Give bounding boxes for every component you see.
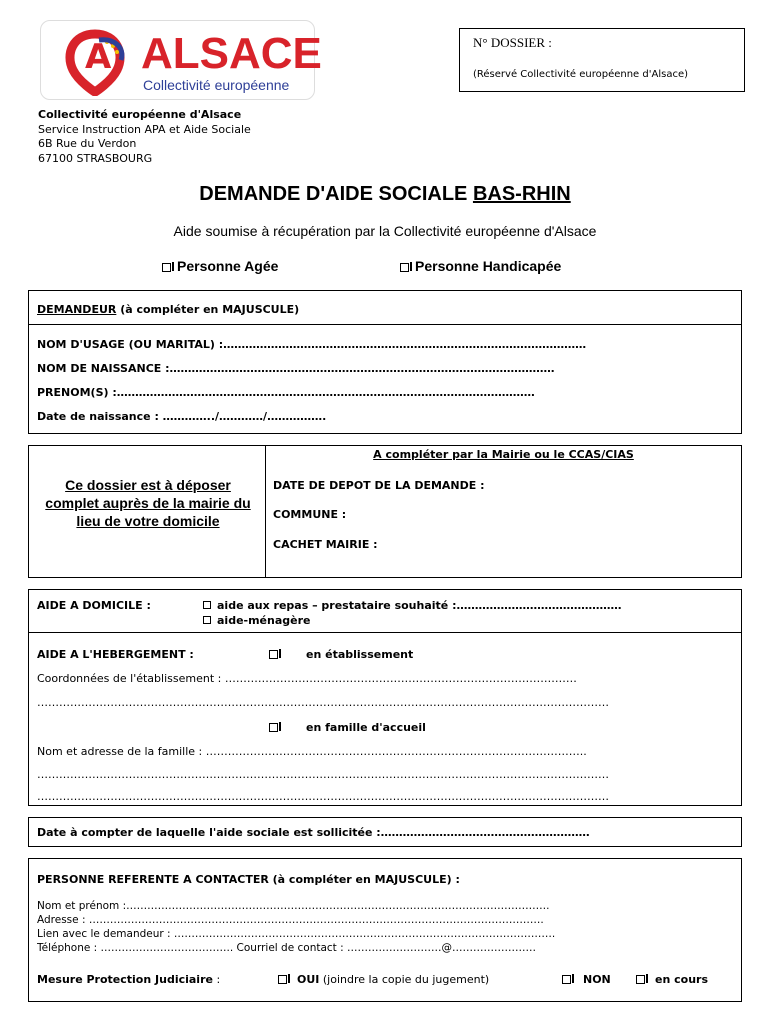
date-aide-field[interactable]: Date à compter de laquelle l'aide sociale est sollicitée :………………………………………………… [37, 826, 590, 839]
address-city: 67100 STRASBOURG [38, 151, 153, 165]
divider [265, 446, 266, 577]
mesure-label: Mesure Protection Judiciaire [37, 973, 213, 986]
address-service: Service Instruction APA et Aide Sociale [38, 122, 251, 136]
logo [40, 20, 322, 100]
dossier-label: N° DOSSIER : [473, 35, 552, 50]
mairie-heading: A compléter par la Mairie ou le CCAS/CIAS [373, 448, 634, 461]
address-street: 6B Rue du Verdon [38, 137, 137, 150]
aide-domicile-label: AIDE A DOMICILE : [37, 599, 151, 612]
commune-field[interactable]: COMMUNE : [273, 508, 347, 521]
address-org: Collectivité européenne d'Alsace [38, 108, 242, 121]
date-aide-section [28, 817, 742, 847]
oui-label: OUI [297, 973, 320, 986]
mesure-colon: : [212, 973, 221, 986]
etablissement-option[interactable] [269, 648, 413, 661]
aide-menagere-label: aide-ménagère [217, 614, 311, 627]
non-label: NON [583, 973, 611, 986]
logo-brand: ALSACE [141, 29, 322, 78]
checkbox-icon[interactable] [269, 723, 278, 732]
aide-section [28, 589, 742, 806]
mesure-non-option[interactable] [562, 973, 611, 986]
logo-letter: A [85, 37, 112, 77]
checkbox-icon[interactable] [203, 616, 211, 624]
category-option2-label: Personne Handicapée [415, 258, 562, 274]
date-depot-field[interactable]: DATE DE DEPOT DE LA DEMANDE : [273, 479, 485, 492]
etablissement-label: en établissement [306, 648, 414, 661]
divider [29, 324, 741, 325]
famille-addr-line3[interactable]: ………………………………………………………………………………………………………………………………………… [37, 790, 609, 803]
demandeur-section [28, 290, 742, 434]
referent-tel-field[interactable]: Téléphone : ……………………………….. Courriel de contact : ………………………@…………………… [37, 942, 537, 954]
en-cours-label: en cours [655, 973, 709, 986]
referent-lien-field[interactable]: Lien avec le demandeur : ………………………………………………………………………………………………. [37, 928, 556, 940]
demandeur-heading-label: DEMANDEUR [37, 303, 117, 316]
checkbox-icon[interactable] [562, 975, 571, 984]
demandeur-heading-note: (à compléter en MAJUSCULE) [116, 303, 300, 316]
usage-name-field[interactable]: NOM D'USAGE (OU MARITAL) :……………………………………………………………………………………… [37, 338, 587, 351]
cachet-field[interactable]: CACHET MAIRIE : [273, 538, 378, 551]
checkbox-icon[interactable] [203, 601, 211, 609]
category-personne-handicapee[interactable] [400, 258, 561, 274]
coord-etab-line2[interactable]: ………………………………………………………………………………………………………………………………………… [37, 696, 609, 709]
birth-date-field[interactable]: Date de naissance : …………../…………/……………. [37, 410, 327, 423]
checkbox-icon[interactable] [400, 263, 409, 272]
page-title [0, 183, 770, 206]
logo-subtitle: Collectivité européenne [143, 77, 290, 93]
famille-addr-field[interactable]: Nom et adresse de la famille : ………………………………………………………………………………………….. [37, 745, 587, 758]
referent-adresse-field[interactable]: Adresse : …………………………………………………………………………………………………………………. [37, 914, 544, 926]
mairie-section [28, 445, 742, 578]
famille-option[interactable] [269, 721, 426, 734]
birth-name-field[interactable]: NOM DE NAISSANCE :…………………………………………………………………………………………… [37, 362, 555, 375]
mairie-notice: Ce dossier est à déposer complet auprès de la mairie du lieu de votre domicile [45, 477, 251, 529]
checkbox-icon[interactable] [636, 975, 645, 984]
checkbox-icon[interactable] [162, 263, 171, 272]
title-main: DEMANDE D'AIDE SOCIALE [199, 183, 473, 205]
demandeur-heading [37, 303, 299, 316]
oui-note: (joindre la copie du jugement) [319, 973, 490, 986]
aide-repas-label: aide aux repas – prestataire souhaité :……………………………………… [217, 599, 622, 612]
aide-repas-option[interactable] [203, 599, 622, 612]
referent-heading: PERSONNE REFERENTE A CONTACTER (à compléter en MAJUSCULE) : [37, 873, 460, 886]
title-region: BAS-RHIN [472, 183, 571, 205]
dossier-box [459, 28, 745, 92]
category-option1-label: Personne Agée [177, 258, 279, 274]
referent-nom-field[interactable]: Nom et prénom :…………………………………………………………………………………………………………. [37, 900, 550, 912]
first-name-field[interactable]: PRENOM(S) :…………………………………………………………………………………………………… [37, 386, 535, 399]
famille-addr-line2[interactable]: ………………………………………………………………………………………………………………………………………… [37, 768, 609, 781]
category-personne-agee[interactable] [162, 258, 278, 274]
aide-hebergement-label: AIDE A L'HEBERGEMENT : [37, 648, 194, 661]
mesure-en-cours-option[interactable] [636, 973, 708, 986]
aide-menagere-option[interactable] [203, 614, 311, 627]
checkbox-icon[interactable] [278, 975, 287, 984]
dossier-note: (Réservé Collectivité européenne d'Alsace) [473, 69, 688, 80]
sender-address [38, 108, 251, 166]
divider [29, 632, 741, 633]
checkbox-icon[interactable] [269, 650, 278, 659]
page-subtitle: Aide soumise à récupération par la Collectivité européenne d'Alsace [173, 223, 597, 239]
mesure-oui-option[interactable] [278, 973, 489, 986]
coord-etab-field[interactable]: Coordonnées de l'établissement : …………………………………………………………………………………… [37, 672, 577, 685]
referent-section [28, 858, 742, 1002]
mesure-row [37, 973, 220, 986]
famille-label: en famille d'accueil [306, 721, 426, 734]
